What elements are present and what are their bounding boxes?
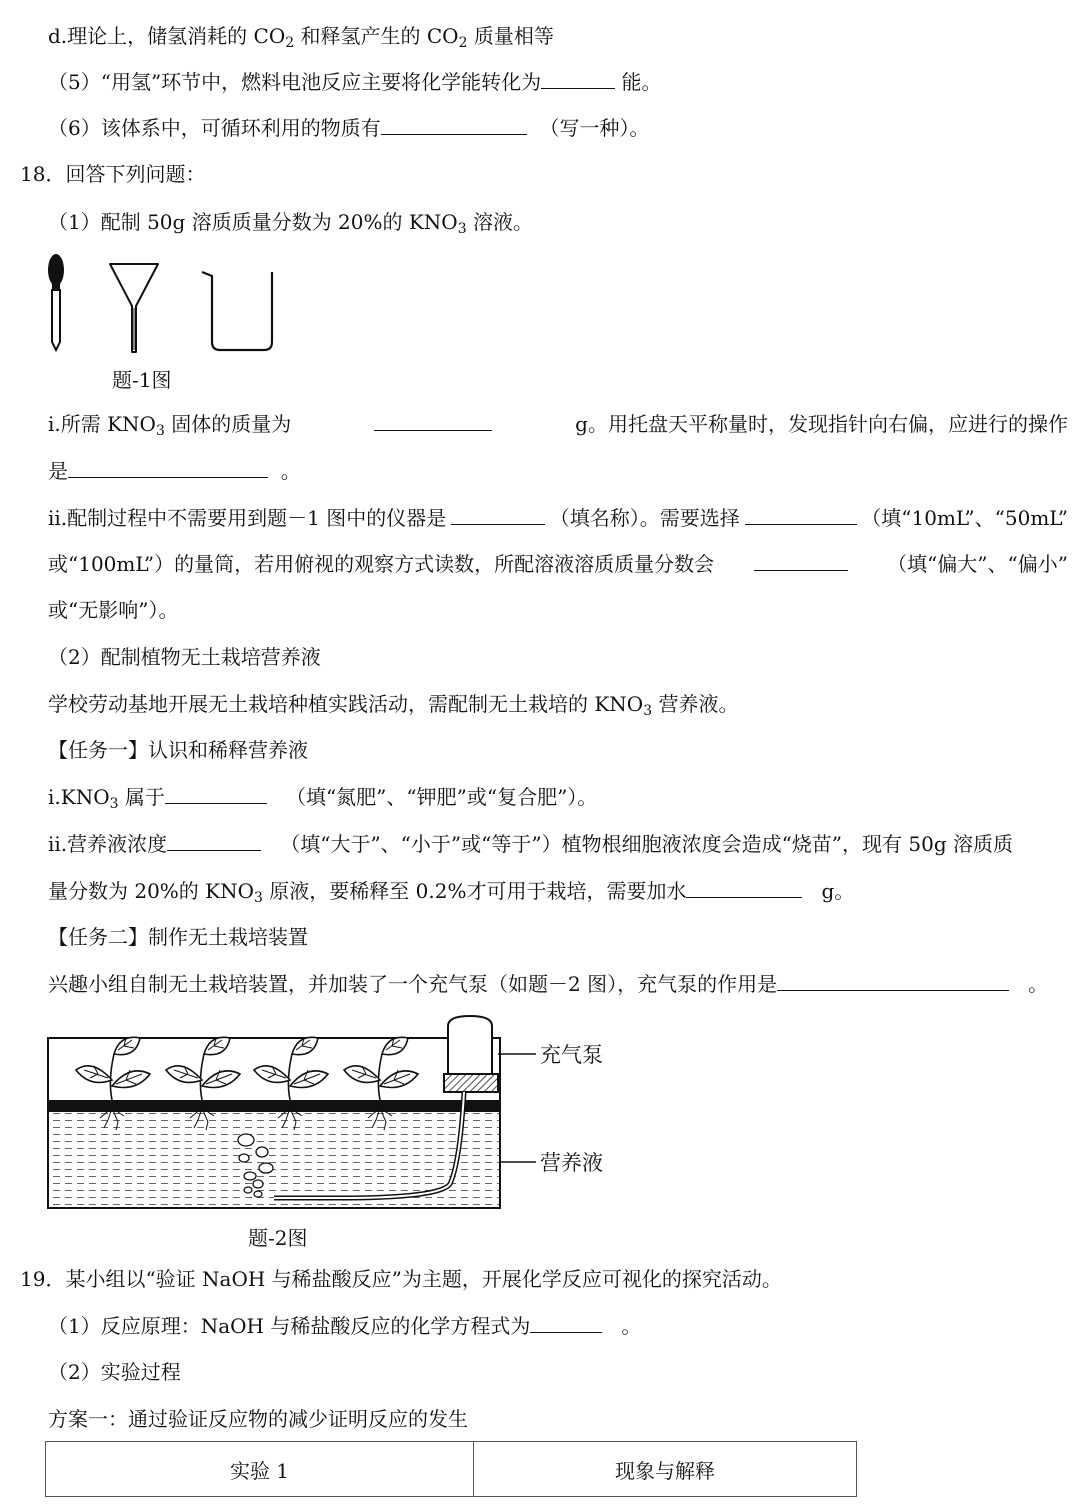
answer-blank[interactable]	[68, 457, 268, 478]
answer-blank[interactable]	[754, 550, 848, 571]
q18-1-i-line2: 是 。	[48, 459, 301, 483]
table-header-cell: 实验 1	[46, 1442, 474, 1497]
q18-1-ii-line3: 或“无影响”）。	[48, 598, 179, 622]
q18-1-i: i.所需 $KNO_3$ 固体的质量为 g。用托盘天平称量时，发现指针向右偏，应进行的操作	[48, 412, 1068, 439]
answer-blank[interactable]	[381, 114, 527, 135]
task-1-ii-line2: 量分数为 20%的 $KNO_3$ 原液，要稀释至 0.2%才可用于栽培，需要加水 g。	[48, 879, 855, 906]
answer-blank[interactable]	[530, 1312, 602, 1333]
q18-1-ii: ii.配制过程中不需要用到题－1 图中的仪器是 （填名称）。需要选择 （填“10mL”、“50mL”	[48, 506, 1068, 530]
task-1-heading: 【任务一】认识和稀释营养液	[48, 738, 308, 762]
task-2-heading: 【任务二】制作无土栽培装置	[48, 925, 308, 949]
q17-6: （6）该体系中，可循环利用的物质有 （写一种）。	[48, 116, 650, 140]
beaker-icon	[202, 272, 272, 350]
task-1-ii: ii.营养液浓度 （填“大于”、“小于”或“等于”）植物根细胞液浓度会造成“烧苗”，现有 50g 溶质质	[48, 832, 1013, 856]
q17-option-d: d.理论上，储氢消耗的 $CO_2$ 和释氢产生的 $CO_2$ 质量相等	[48, 24, 554, 51]
experiment-table	[45, 1441, 857, 1497]
figure-1-apparatus	[40, 250, 290, 362]
figure-2-caption: 题-2图	[248, 1226, 308, 1250]
table-header-row	[46, 1442, 857, 1497]
task-1-i: $i.KNO_3$ 属于 （填“氮肥”、“钾肥”或“复合肥”）。	[48, 785, 598, 812]
q18-1: （1）配制 50g 溶质质量分数为 20%的 $KNO_3$ 溶液。	[48, 210, 533, 237]
q19-heading: 19．某小组以“验证 NaOH 与稀盐酸反应”为主题，开展化学反应可视化的探究活动。	[20, 1267, 782, 1291]
dropper-icon	[48, 254, 64, 350]
table-header-cell: 现象与解释	[474, 1442, 857, 1497]
pump-icon	[444, 1016, 498, 1092]
answer-blank[interactable]	[374, 410, 492, 431]
answer-blank[interactable]	[777, 970, 1009, 991]
answer-blank[interactable]	[167, 830, 261, 851]
answer-blank[interactable]	[165, 783, 267, 804]
q17-5: （5）“用氢”环节中，燃料电池反应主要将化学能转化为 能。	[48, 70, 662, 94]
label-pump: 充气泵	[540, 1043, 603, 1067]
task-2-text: 兴趣小组自制无土栽培装置，并加装了一个充气泵（如题－2 图），充气泵的作用是 。	[48, 972, 1049, 996]
answer-blank[interactable]	[686, 877, 802, 898]
answer-blank[interactable]	[745, 504, 857, 525]
label-nutrient-solution: 营养液	[540, 1151, 603, 1175]
q18-2-text: 学校劳动基地开展无土栽培种植实践活动，需配制无土栽培的 $KNO_3$ 营养液。	[48, 692, 739, 719]
funnel-icon	[110, 264, 158, 352]
answer-blank[interactable]	[541, 68, 615, 89]
q18-1-ii-line2: 或“100mL”）的量筒，若用俯视的观察方式读数，所配溶液溶质质量分数会 （填“偏大”、“偏小”	[48, 552, 1068, 576]
q18-2: （2）配制植物无土栽培营养液	[48, 645, 321, 669]
q19-1: （1）反应原理：NaOH 与稀盐酸反应的化学方程式为 。	[48, 1314, 642, 1338]
q19-scheme-1: 方案一：通过验证反应物的减少证明反应的发生	[48, 1407, 468, 1431]
answer-blank[interactable]	[451, 504, 545, 525]
q19-2: （2）实验过程	[48, 1360, 181, 1384]
q18-heading: 18．回答下列问题：	[20, 162, 206, 186]
figure-1-caption: 题-1图	[112, 368, 172, 392]
